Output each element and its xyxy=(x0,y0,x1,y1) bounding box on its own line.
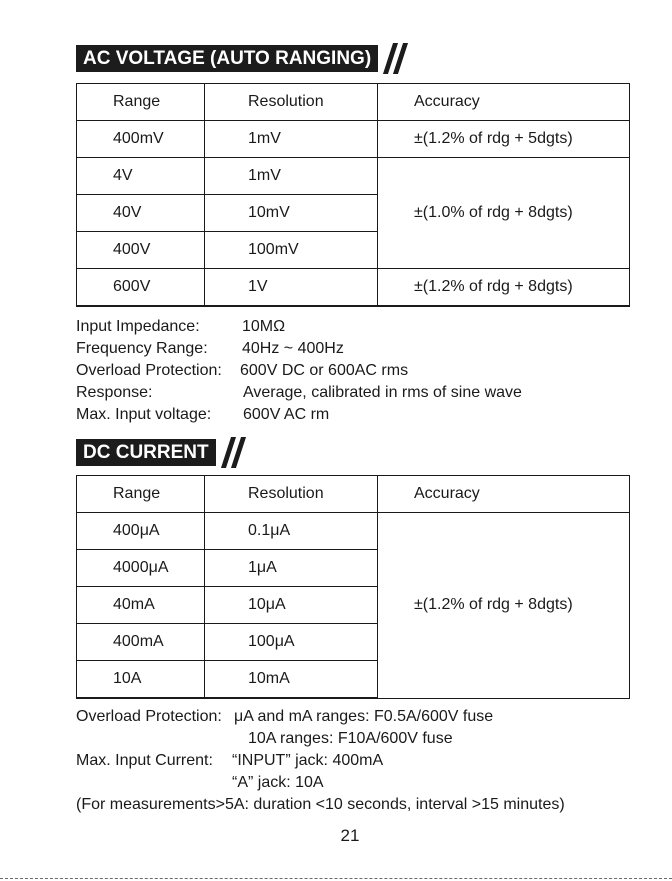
table-row xyxy=(77,513,630,550)
accuracy-cell: ±(1.2% of rdg + 5dgts) xyxy=(378,121,630,158)
ac-voltage-heading xyxy=(76,45,408,72)
note-label: Frequency Range: xyxy=(76,340,208,357)
resolution-cell: 1mV xyxy=(205,158,378,195)
note-value: “A” jack: 10A xyxy=(232,774,324,791)
table-header-row xyxy=(77,476,630,513)
range-cell: 4V xyxy=(77,158,205,195)
page-number: 21 xyxy=(340,826,360,845)
note-value: 10MΩ xyxy=(242,318,286,335)
footnote-text: (For measurements>5A: duration <10 seconds, interval >15 minutes) xyxy=(76,796,565,813)
range-cell: 600V xyxy=(77,269,205,307)
header-accuracy: Accuracy xyxy=(378,84,630,121)
note-value: 10A ranges: F10A/600V fuse xyxy=(248,730,453,747)
accuracy-cell: ±(1.0% of rdg + 8dgts) xyxy=(378,158,630,269)
resolution-cell: 10mV xyxy=(205,195,378,232)
range-cell: 400mV xyxy=(77,121,205,158)
header-resolution: Resolution xyxy=(205,476,378,513)
resolution-cell: 100μA xyxy=(205,624,378,661)
table-row xyxy=(77,121,630,158)
resolution-cell: 1mV xyxy=(205,121,378,158)
note-value: 600V AC rm xyxy=(243,406,330,423)
note-label: Response: xyxy=(76,384,153,401)
resolution-cell: 10μA xyxy=(205,587,378,624)
dc-current-table xyxy=(76,475,630,699)
header-resolution: Resolution xyxy=(205,84,378,121)
dc-current-heading xyxy=(76,439,246,466)
note-value: “INPUT” jack: 400mA xyxy=(232,752,384,769)
page-bottom-divider xyxy=(0,878,672,879)
resolution-cell: 1V xyxy=(205,269,378,307)
note-label: Input Impedance: xyxy=(76,318,200,335)
accuracy-cell: ±(1.2% of rdg + 8dgts) xyxy=(378,513,630,699)
resolution-cell: 10mA xyxy=(205,661,378,699)
dc-current-title: DC CURRENT xyxy=(76,439,216,466)
header-range: Range xyxy=(77,476,205,513)
table-row xyxy=(77,158,630,195)
range-cell: 4000μA xyxy=(77,550,205,587)
range-cell: 400μA xyxy=(77,513,205,550)
note-label: Max. Input voltage: xyxy=(76,406,212,423)
range-cell: 400V xyxy=(77,232,205,269)
range-cell: 40mA xyxy=(77,587,205,624)
header-accuracy: Accuracy xyxy=(378,476,630,513)
accuracy-cell: ±(1.2% of rdg + 8dgts) xyxy=(378,269,630,307)
note-value: 600V DC or 600AC rms xyxy=(240,362,409,379)
note-label: Overload Protection: xyxy=(76,362,222,379)
resolution-cell: 100mV xyxy=(205,232,378,269)
resolution-cell: 0.1μA xyxy=(205,513,378,550)
double-slash-decoration xyxy=(388,45,408,72)
note-value: Average, calibrated in rms of sine wave xyxy=(243,384,522,401)
ac-voltage-table xyxy=(76,83,630,307)
table-header-row xyxy=(77,84,630,121)
header-range: Range xyxy=(77,84,205,121)
note-value: μA and mA ranges: F0.5A/600V fuse xyxy=(234,708,494,725)
resolution-cell: 1μA xyxy=(205,550,378,587)
note-value: 40Hz ~ 400Hz xyxy=(242,340,344,357)
range-cell: 10A xyxy=(77,661,205,699)
ac-voltage-title: AC VOLTAGE (AUTO RANGING) xyxy=(76,45,378,72)
note-label: Overload Protection: xyxy=(76,708,222,725)
range-cell: 400mA xyxy=(77,624,205,661)
table-row xyxy=(77,269,630,307)
note-label: Max. Input Current: xyxy=(76,752,213,769)
range-cell: 40V xyxy=(77,195,205,232)
double-slash-decoration xyxy=(226,439,246,466)
